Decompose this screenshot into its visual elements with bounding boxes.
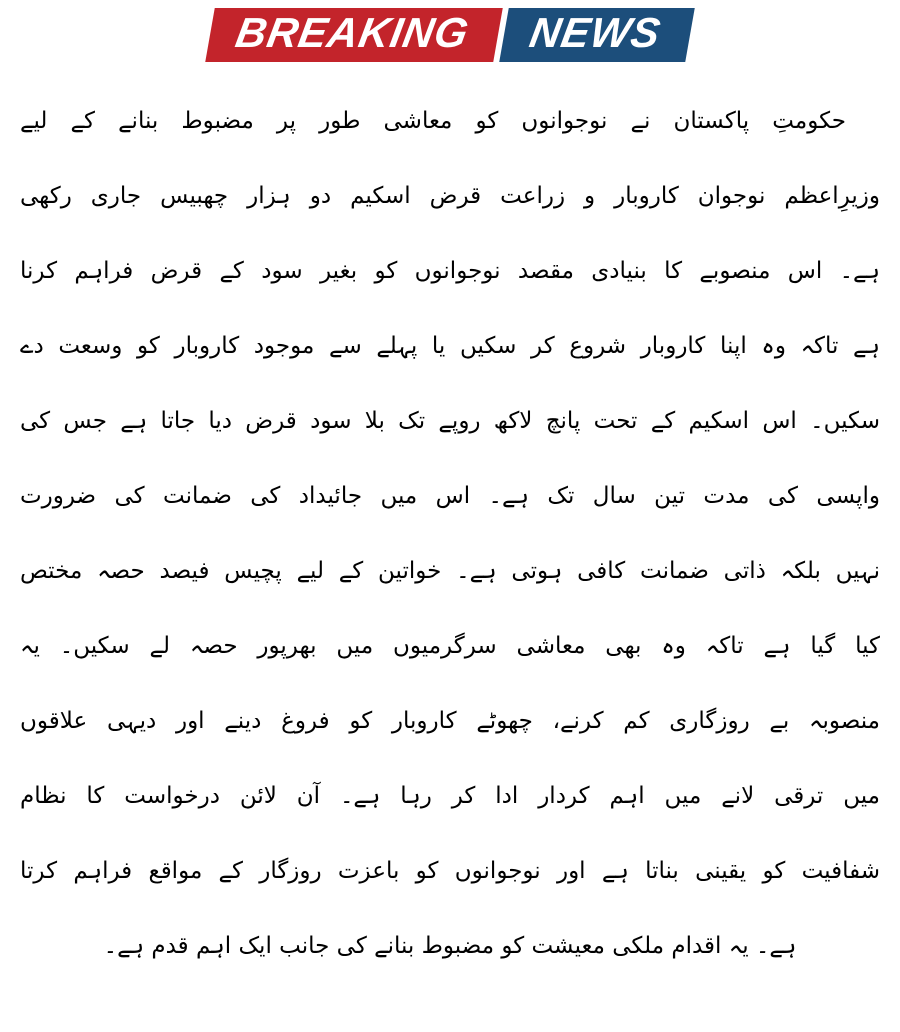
article-line: وزیرِاعظم نوجوان کاروبار و زراعت قرض اسکیم دو ہزار چھبیس جاری رکھی <box>20 183 880 209</box>
article-line: ہے تاکہ وہ اپنا کاروبار شروع کر سکیں یا پہلے سے موجود کاروبار کو وسعت دے <box>20 333 880 359</box>
article-line: شفافیت کو یقینی بناتا ہے اور نوجوانوں کو باعزت روزگار کے مواقع فراہم کرتا <box>20 858 880 884</box>
article-line: ہے۔ اس منصوبے کا بنیادی مقصد نوجوانوں کو بغیر سود کے قرض فراہم کرنا <box>20 258 880 284</box>
article-line: نہیں بلکہ ذاتی ضمانت کافی ہوتی ہے۔ خواتین کے لیے پچیس فیصد حصہ مختص <box>20 558 880 584</box>
breaking-news-banner <box>0 8 900 62</box>
article-line: حکومتِ پاکستان نے نوجوانوں کو معاشی طور پر مضبوط بنانے کے لیے <box>20 108 846 134</box>
breaking-badge <box>205 8 503 62</box>
article-line: سکیں۔ اس اسکیم کے تحت پانچ لاکھ روپے تک بلا سود قرض دیا جاتا ہے جس کی <box>20 408 880 434</box>
article-line: منصوبہ بے روزگاری کم کرنے، چھوٹے کاروبار کو فروغ دینے اور دیہی علاقوں <box>20 708 880 734</box>
article-body <box>20 84 880 984</box>
article-line: ہے۔ یہ اقدام ملکی معیشت کو مضبوط بنانے کی جانب ایک اہم قدم ہے۔ <box>103 933 797 959</box>
news-badge <box>499 8 695 62</box>
article-line: میں ترقی لانے میں اہم کردار ادا کر رہا ہے۔ آن لائن درخواست کا نظام <box>20 783 880 809</box>
article-line: واپسی کی مدت تین سال تک ہے۔ اس میں جائیداد کی ضمانت کی ضرورت <box>20 483 880 509</box>
article-line: کیا گیا ہے تاکہ وہ بھی معاشی سرگرمیوں میں بھرپور حصہ لے سکیں۔ یہ <box>20 633 880 659</box>
breaking-label: BREAKING <box>232 9 473 56</box>
news-label: NEWS <box>526 9 665 56</box>
